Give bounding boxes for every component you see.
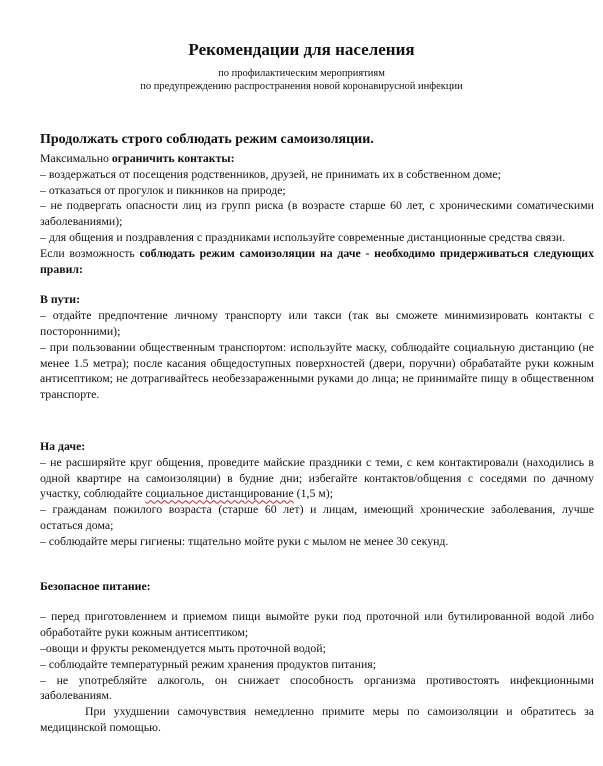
subtitle-line-2: по предупреждению распространения новой коронавирусной инфекции bbox=[140, 81, 463, 92]
dacha-item1-underlined: социальное дистанцирование bbox=[145, 486, 294, 501]
dacha-item: – соблюдайте меры гигиены: тщательно мойте руки с мылом не менее 30 секунд. bbox=[40, 533, 449, 548]
dacha-item1-part-a: – не расширяйте круг общения, проведите майские праздники с теми, с кем контактировали (находились в одной квартире на самоизоляции) в будние дни; избегайте контактов/общения с соседями по дачному участку, соблюдайте bbox=[40, 454, 594, 501]
food-heading: Безопасное питание: bbox=[40, 578, 151, 593]
contacts-intro-bold: ограничить контакты: bbox=[111, 151, 235, 165]
contacts-item: – не подвергать опасности лиц из групп риска (в возрасте старше 60 лет, с хроническими соматическими заболеваниями); bbox=[40, 198, 594, 229]
contacts-item: – отказаться от прогулок и пикников на природе; bbox=[40, 182, 286, 197]
dacha-item bbox=[40, 455, 594, 502]
food-item: –овощи и фрукты рекомендуется мыть проточной водой; bbox=[40, 640, 326, 655]
dacha-rule-prefix: Если возможность bbox=[40, 245, 140, 260]
dacha-rule bbox=[40, 246, 594, 278]
food-item: – перед приготовлением и приемом пищи вымойте руки под проточной или бутилированной водой либо обработайте руки кожным антисептиком; bbox=[40, 609, 594, 640]
dacha-rule-bold: соблюдать режим самоизоляции на даче - необходимо придерживаться следующих правил: bbox=[40, 245, 594, 276]
food-item: – не употребляйте алкоголь, он снижает способность организма противостоять инфекционными заболеваниям. bbox=[40, 672, 594, 703]
contacts-intro-prefix: Максимально bbox=[40, 151, 112, 165]
dacha-item: – гражданам пожилого возраста (старше 60 лет) и лицам, имеющий хронические заболевания, лучше остаться дома; bbox=[40, 502, 594, 532]
travel-heading: В пути: bbox=[40, 292, 81, 307]
section-heading-self-isolation: Продолжать строго соблюдать режим самоизоляции. bbox=[40, 132, 374, 147]
subtitle-line-1: по профилактическим мероприятиям bbox=[218, 68, 385, 79]
travel-item: – отдайте предпочтение личному транспорту или такси (так вы сможете минимизировать контакты с посторонними); bbox=[40, 308, 594, 338]
contacts-item: – для общения и поздравления с праздниками используйте современные дистанционные средства связи. bbox=[40, 229, 566, 244]
closing-note: При ухудшении самочувствия немедленно примите меры по самоизоляции и обратитесь за медицинской помощью. bbox=[40, 704, 594, 734]
travel-item: – при пользовании общественным транспортом: используйте маску, соблюдайте социальную дистанцию (не менее 1.5 метра); после касания общедоступных поверхностей (двери, поручни) обрабатайте руки кожным антисептиком; не дотрагивайтесь необеззараженными руками до лица; не принимайте пищу в общественном транспорте. bbox=[40, 339, 594, 402]
food-item: – соблюдайте температурный режим хранения продуктов питания; bbox=[40, 656, 376, 671]
contacts-intro bbox=[40, 151, 594, 167]
contacts-item: – воздержаться от посещения родственников, друзей, не принимать их в собственном доме; bbox=[40, 166, 501, 181]
document-body bbox=[40, 131, 594, 736]
dacha-heading: На даче: bbox=[40, 438, 86, 453]
document-title: Рекомендации для населения bbox=[188, 40, 415, 59]
dacha-item1-part-b: (1,5 м); bbox=[293, 486, 333, 501]
